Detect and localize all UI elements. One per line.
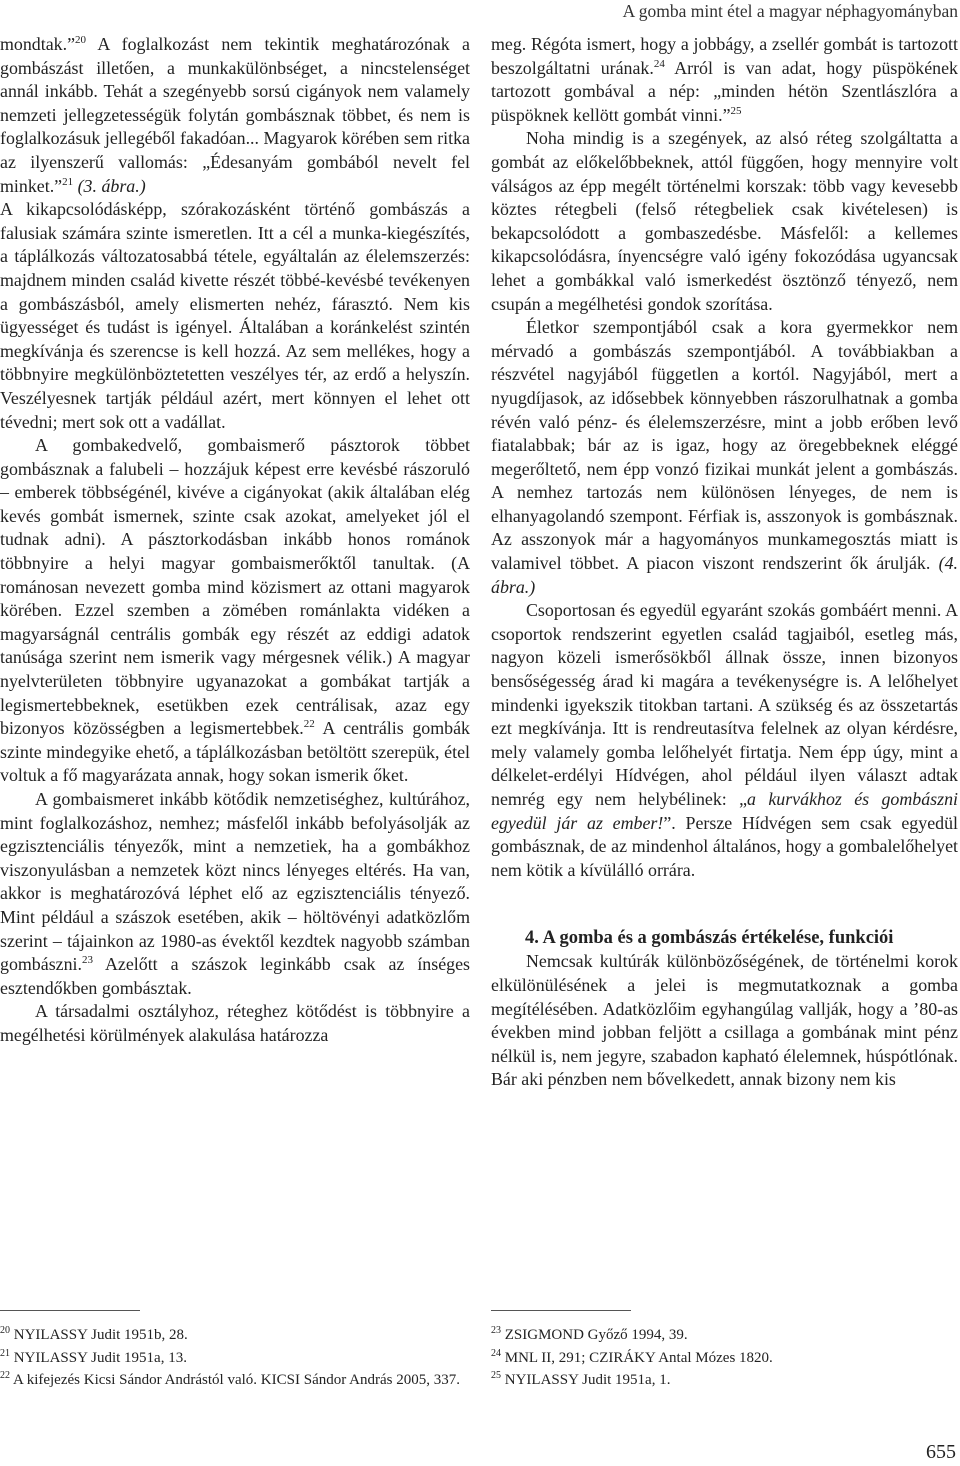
footnotes-right: [491, 1324, 958, 1392]
footnote-ref[interactable]: 24: [653, 57, 665, 70]
footnote-number: 20: [0, 1325, 10, 1336]
footnote-number: 21: [0, 1347, 10, 1359]
footnote: [491, 1347, 958, 1370]
text-run: Noha mindig is a szegények, az alsó réteg szolgáltatta a gombát az előkelőbbeknek, attól függően, hogy mennyire volt válságos az épp megélt történelmi korszak: több vagy kevesebb köztes rétegbeli (felső rétegbeliek csak kivételesen) is bekapcsolódott a gombaszedésbe. Másfelől: a kellemes kikapcsolódásra, ínyencségre való igény fokozódása ugyancsak lehet a gombákkal való ismerkedést ösztönző tényező, nem csupán a megélhetési gondok szorítása.: [491, 128, 958, 314]
text-run: A gombaismeret inkább kötődik nemzetiséghez, kultúrához, mint foglalkozáshoz, nemhez; másfelől inkább befolyásolják az egzisztenciális tényezők, mint a nemzetiek, ha a gombákhoz viszonyulásban a nemzetek közt nincs lényeges eltérés. Ha van, akkor is meghatározóvá léphet elő az egzisztenciális tényező. Mint például a szászok esetében, akik – höltövényi adatközlőm szerint – tájainkon az 1980-as évektől kezdtek nagyobb számban gombászni.: [0, 789, 470, 975]
quotation: a kurvákhoz és gombászni egyedül jár az ember!: [491, 789, 959, 833]
footnote-number: 22: [0, 1370, 10, 1381]
footnote-text: MNL II, 291; CZIRÁKY Antal Mózes 1820.: [504, 1349, 773, 1366]
text-run: A centrális gombák szinte mindegyike ehető, a táplálkozásban betöltött szerepük, étel voltuk a fő magyarázata annak, hogy sokan ismerik őket.: [0, 718, 470, 786]
text-run: A foglalkozást nem tekintik meghatározónak a gombászást illetően, a munkakülönbséget, a nincstelenséget annál inkább. Tehát a szegényebb sorsú cigányok nem valamely nemzeti jellegzetességük folytán gombásznak többet, és nem is foglalkozásuk jellegéből fakadóan... Magyarok körében sem ritka az ilyenszerű vallomás: „Édesanyám gombából nevelt fel minket.”: [0, 34, 470, 196]
footnote: [0, 1324, 470, 1347]
text-run: A kikapcsolódásképp, szórakozásként történő gombászás a falusiak számára szinte ismeretlen. Itt a cél a munka-kiegészítés, a táplálkozás változatosabbá tétele, egyáltalán az élelemszerzés: majdnem minden család kivette részét többé-kevésbé tevékenyen a gombászásból, amely elismerten nehéz, fárasztó. Nem kis ügyességet és tudást is igényel. Általában a koránkelést szintén megkívánja és szerencse is kell hozzá. Az sem mellékes, hogy a többnyire megkülönböztetetten veszélyes tér, az erdő a helyszín. Veszélyesnek tartják például azért, mert könnyen el lehet ott tévedni; mert sok ott a vadállat.: [0, 199, 470, 432]
footnote-text: ZSIGMOND Győző 1994, 39.: [504, 1327, 688, 1343]
text-run: Azelőtt a szászok leginkább csak az ínséges esztendőkben gombásztak.: [0, 954, 470, 998]
footnote: [0, 1347, 470, 1370]
text-run: Csoportosan és egyedül egyaránt szokás gombáért menni. A csoportok rendszerint egyetlen család tagjaiból, esetleg más, nagyon közeli ismerősökből állnak össze, innen bizonyos bensőségesség árad ki magára a tevékenységre is. A lelőhelyet mindenki igyekszik titokban tartani. A szükség és az összetartás ezt megkívánja. Itt is rendreutasítva felelnek az olyan kérdésre, mely valamely gomba lelőhelyét firtatja. Nem épp úgy, mint a délkelet-erdélyi Hídvégen, ahol például ilyen választ adtak nemrég egy nem helybélinek: „: [491, 600, 958, 809]
footnote-ref[interactable]: 22: [303, 718, 315, 731]
paragraph: [0, 198, 470, 434]
paragraph: [491, 127, 958, 316]
footnote-ref[interactable]: 23: [81, 954, 93, 967]
footnote-divider: [491, 1310, 631, 1311]
footnote-number: 24: [491, 1347, 501, 1359]
paragraph: [491, 950, 958, 1092]
footnote-text: NYILASSY Judit 1951b, 28.: [13, 1327, 188, 1343]
paragraph: [0, 1000, 470, 1047]
footnote-text: A kifejezés Kicsi Sándor Andrástól való. KICSI Sándor András 2005, 337.: [12, 1372, 460, 1388]
text-run: meg. Régóta ismert, hogy a jobbágy, a zsellér gombát is tartozott beszolgáltatni urának.: [491, 34, 958, 78]
text-run: A társadalmi osztályhoz, réteghez kötődést is többnyire a megélhetési körülmények alakulása határozza: [0, 1001, 470, 1045]
figure-reference: (4. ábra.): [491, 553, 958, 597]
footnote: [491, 1369, 958, 1392]
figure-reference: (3. ábra.): [77, 175, 146, 196]
text-run: ”. Persze Hídvégen sem csak egyedül gombásznak, de az mindenhol általános, hogy a gombalelőhelyet nem kötik a kívülálló orrára.: [491, 812, 959, 880]
text-run: A gombakedvelő, gombaismerő pásztorok többet gombásznak a falubeli – hozzájuk képest erre kevésbé rászoruló – emberek többségénél, kivéve a cigányokat (akik általában elég kevés gombát ismernek, szinte csak azokat, amelyeket jól el tudnak adni). A pásztorkodásban inkább honos románok többnyire a helyi magyar gombaismerőktől tanultak. (A románosan nevezett gomba mind közismert az ottani magyarok körében. Ezzel szemben a zömében románlakta vidéken a magyarságnál centrális gombák egy részét az eddigi adatok tanúsága szerint nem ismerik vagy mérgesnek vélik.) A magyar nyelvterületen többnyire ugyanazokat a gombákat tartják a legismertebbeknek, esetükben ezek centrálisak, azaz egy bizonyos közösségben a legismertebbek.: [0, 435, 470, 739]
footnote-divider: [0, 1310, 140, 1311]
section-heading: 4. A gomba és a gombászás értékelése, funkciói: [525, 928, 894, 949]
text-run: Arról is van adat, hogy püspökének tartozott gombával a nép: „minden hétön Szentlászlóra a püspöknek kellött gombát vinni.”: [491, 57, 958, 125]
footnote-number: 23: [491, 1325, 501, 1336]
running-head: A gomba mint étel a magyar néphagyományban: [622, 1, 958, 21]
paragraph: [0, 33, 470, 198]
footnote: [0, 1369, 470, 1392]
footnote-ref[interactable]: 20: [75, 34, 87, 47]
paragraph: [491, 33, 958, 127]
footnote-text: NYILASSY Judit 1951a, 13.: [13, 1349, 187, 1366]
text-run: Életkor szempontjából csak a kora gyermekkor nem mérvadó a gombászás szempontjából. A továbbiakban a részvétel nagyjából független a kortól. Nagyjából, mert a nyugdíjasok, az idősebbek könnyebben rászorulhatnak a gomba révén való pénz- és élelemszerzésre, mint a jobb erőben levő fiatalabbak; bár az is igaz, hogy az öregebbeknek eléggé megerőltető, nem épp vonzó fizikai munkát jelent a gombászás. A nemhez tartozás nem különösen lényeges, de nem is elhanyagolandó szempont. Férfiak is, asszonyok is gombásznak. Az asszonyok már a hagyományos munkamegosztás miatt is valamivel többet. A piacon viszont rendszerint ők árulják.: [491, 317, 958, 574]
footnote-ref[interactable]: 21: [62, 175, 74, 188]
page-number: 655: [926, 1441, 956, 1463]
paragraph: [0, 434, 470, 788]
footnote-text: NYILASSY Judit 1951a, 1.: [504, 1372, 671, 1388]
text-run: mondtak.”: [0, 34, 76, 54]
paragraph: [491, 316, 958, 599]
footnotes-left: [0, 1324, 470, 1392]
footnote: [491, 1324, 958, 1347]
right-text-column: [491, 33, 958, 1092]
paragraph: [0, 788, 470, 1000]
left-text-column: [0, 33, 470, 1048]
footnote-number: 25: [491, 1370, 501, 1381]
footnote-ref[interactable]: 25: [730, 104, 742, 117]
text-run: Nemcsak kultúrák különbözőségének, de történelmi korok elkülönülésének a jelei is megmutatkoznak a gomba megítélésében. Adatközlőim egyhangúlag vallják, hogy a ’80-as években mind jobban feljött a csillaga a gombának mint pénz nélkül is, nem jegyre, szabadon kapható élelemnek, húspótlónak. Bár aki pénzben nem bővelkedett, annak bizony nem kis: [491, 951, 958, 1090]
paragraph: [491, 599, 958, 882]
